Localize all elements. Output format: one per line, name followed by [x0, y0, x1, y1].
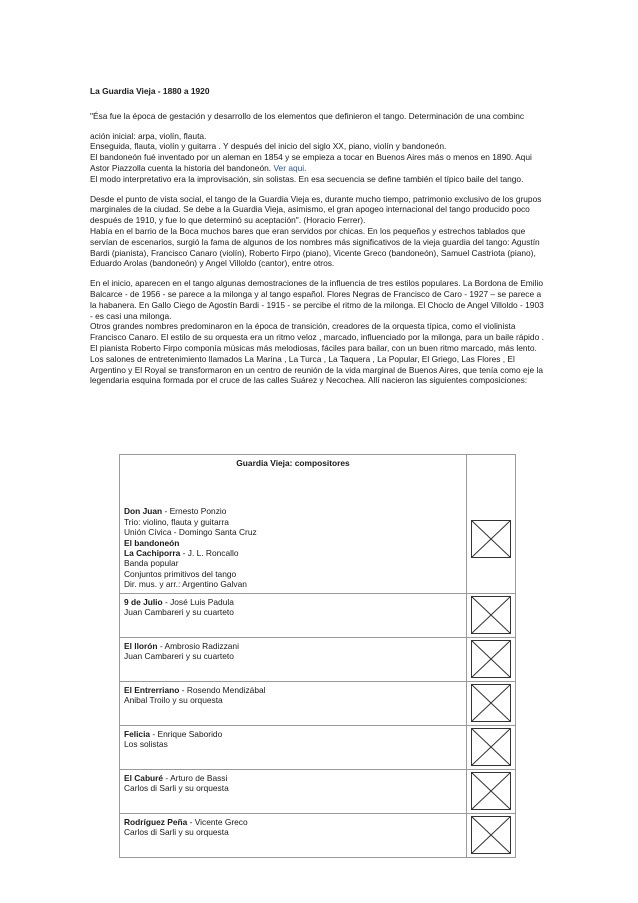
composition-cell — [120, 813, 467, 857]
crossed-box-icon — [471, 816, 511, 854]
boca-text: Había en el barrio de la Boca muchos bares que eran servidos por chicas. En los pequeños y estrechos tablados que servían de escenarios, surgió la fama de algunos de los nombres más significativos de la vieja guardia del tango: Agustín Bardi (pianista), Francisco Canaro (violín), Roberto Firpo (piano), Vicente Greco (bandoneón), Samuel Castriota (piano), Eduardo Arolas (bandoneón) y Angel Villoldo (cantor), entre otros. — [90, 225, 540, 269]
composition-cell — [120, 681, 467, 725]
song-composer: - Arturo de Bassi — [163, 772, 228, 783]
composition-cell — [120, 769, 467, 813]
table-header: Guardia Vieja: compositores — [236, 458, 350, 468]
song-performer: Los solistas — [124, 739, 168, 750]
composition-cell — [120, 593, 467, 637]
first-entry — [124, 506, 462, 589]
intro-details — [90, 131, 544, 185]
song-composer: - Ernesto Ponzio — [162, 506, 227, 517]
x-cell — [467, 681, 516, 725]
intro-text-4: El bandoneón fué inventado por un aleman en 1854 y se empieza a tocar en Buenos Aires más o menos en 1890. Aqui Astor Piazzolla cuenta la historia del bandoneón. — [90, 152, 532, 173]
x-cell — [467, 725, 516, 769]
table-row — [120, 725, 516, 769]
styles-text: En el inicio, aparecen en el tango algunas demostraciones de la influencia de tres estilos populares. La Bordona de Emilio Balcarce - de 1956 - se parece a la milonga y al tango español. Flores Negras de Francisco de Caro - 1927 – se parece a la habanera. En Gallo Ciego de Agostín Bardi - 1915 - se percibe el ritmo de la milonga. El Choclo de Angel Villoldo - 1903 - es casi una milonga. — [90, 278, 544, 321]
entry-line: Trio: violino, flauta y guitarra — [124, 516, 229, 527]
composition-cell — [120, 725, 467, 769]
composers-table — [119, 454, 516, 858]
song-composer: - Rosendo Mendizábal — [179, 684, 266, 695]
x-cell — [467, 455, 516, 594]
song-composer: - José Luis Padula — [162, 596, 234, 607]
song-title: Rodríguez Peña — [124, 816, 188, 827]
song-performer: Anibal Troilo y su orquesta — [124, 695, 223, 706]
table-row — [120, 769, 516, 813]
song-performer: Juan Cambareri y su cuarteto — [124, 651, 234, 662]
intro-text-1: "Ésa fue la época de gestación y desarrollo de los elementos que definieron el tango. Determinación de una combinc — [90, 110, 525, 121]
song-title: El Entrerriano — [124, 684, 180, 695]
crossed-box-icon — [471, 520, 511, 558]
crossed-box-icon — [471, 728, 511, 766]
ver-aqui-link[interactable]: Ver aqui. — [273, 162, 307, 173]
x-cell — [467, 769, 516, 813]
social-text: Desde el punto de vista social, el tango de la Guardia Vieja es, durante mucho tiempo, patrimonio exclusivo de los grupos marginales de la ciudad. Se debe a la Guardia Vieja, asimismo, el gran apogeo internacional del tango producido poco después de 1910, y fue lo que determinó su aceptación". (Horacio Ferrer). — [90, 193, 542, 226]
x-cell — [467, 637, 516, 681]
song-composer: - Enrique Saborido — [150, 728, 223, 739]
table-row — [120, 681, 516, 725]
table-row — [120, 637, 516, 681]
crossed-box-icon — [471, 772, 511, 810]
x-cell — [467, 593, 516, 637]
document-title: La Guardia Vieja - 1880 a 1920 — [90, 86, 210, 96]
styles-paragraph — [90, 278, 544, 386]
composition-cell — [120, 637, 467, 681]
entry-line: Conjuntos primitivos del tango — [124, 568, 237, 579]
song-title: Felicia — [124, 728, 151, 739]
transition-text: Otros grandes nombres predominaron en la época de transición, creadores de la orquesta típica, como el violinista Francisco Canaro. El estilo de su orquesta era un ritmo veloz , marcado, influenciado por la milonga, para un baile rápido . El pianista Roberto Firpo componía músicas más melodiosas, fáciles para bailar, con un buen ritmo marcado, más lento. — [90, 321, 544, 353]
intro-text-2: ación inicial: arpa, violín, flauta. — [90, 130, 207, 141]
intro-paragraph — [90, 111, 544, 122]
intro-text-3: Enseguida, flauta, violín y guitarra . Y después del inicio del siglo XX, piano, violín y bandoneón. — [90, 141, 447, 152]
entry-line: Dir. mus. y arr.: Argentino Galvan — [124, 579, 247, 590]
table-row — [120, 593, 516, 637]
crossed-box-icon — [471, 684, 511, 722]
x-cell — [467, 813, 516, 857]
entry-line: Unión Cívica - Domingo Santa Cruz — [124, 527, 257, 538]
salones-text: Los salones de entretenimiento llamados La Marina , La Turca , La Taquera , La Popular, El Griego, Las Flores , El Argentino y El Royal se transformaron en un centro de reunión de la vida marginal de Buenos Aires, que tenía como eje la legendaria esquina formada por el cruce de las calles Suárez y Necochea. Allí nacieron las siguientes composiciones: — [90, 353, 543, 386]
entry-line: Banda popular — [124, 558, 179, 569]
song-title: La Cachiporra — [124, 548, 181, 559]
intro-text-5: El modo interpretativo era la improvisación, sin solistas. En esa secuencia se define también el típico baile del tango. — [90, 173, 524, 184]
song-title: El Caburé — [124, 772, 164, 783]
social-paragraph — [90, 194, 544, 270]
entry-line: El bandoneón — [124, 537, 180, 548]
song-title: El llorón — [124, 640, 158, 651]
table-row — [120, 813, 516, 857]
song-composer: - Ambrosio Radizzani — [157, 640, 239, 651]
song-performer: Carlos di Sarli y su orquesta — [124, 783, 229, 794]
song-title: 9 de Julio — [124, 596, 163, 607]
table-row — [120, 455, 516, 594]
song-composer: - Vicente Greco — [187, 816, 248, 827]
song-composer: - J. L. Roncallo — [180, 548, 239, 559]
song-performer: Carlos di Sarli y su orquesta — [124, 827, 229, 838]
song-performer: Juan Cambareri y su cuarteto — [124, 607, 234, 618]
crossed-box-icon — [471, 640, 511, 678]
crossed-box-icon — [471, 596, 511, 634]
song-title: Don Juan — [124, 506, 163, 517]
document-body — [90, 86, 544, 395]
table-header-cell — [120, 455, 467, 594]
